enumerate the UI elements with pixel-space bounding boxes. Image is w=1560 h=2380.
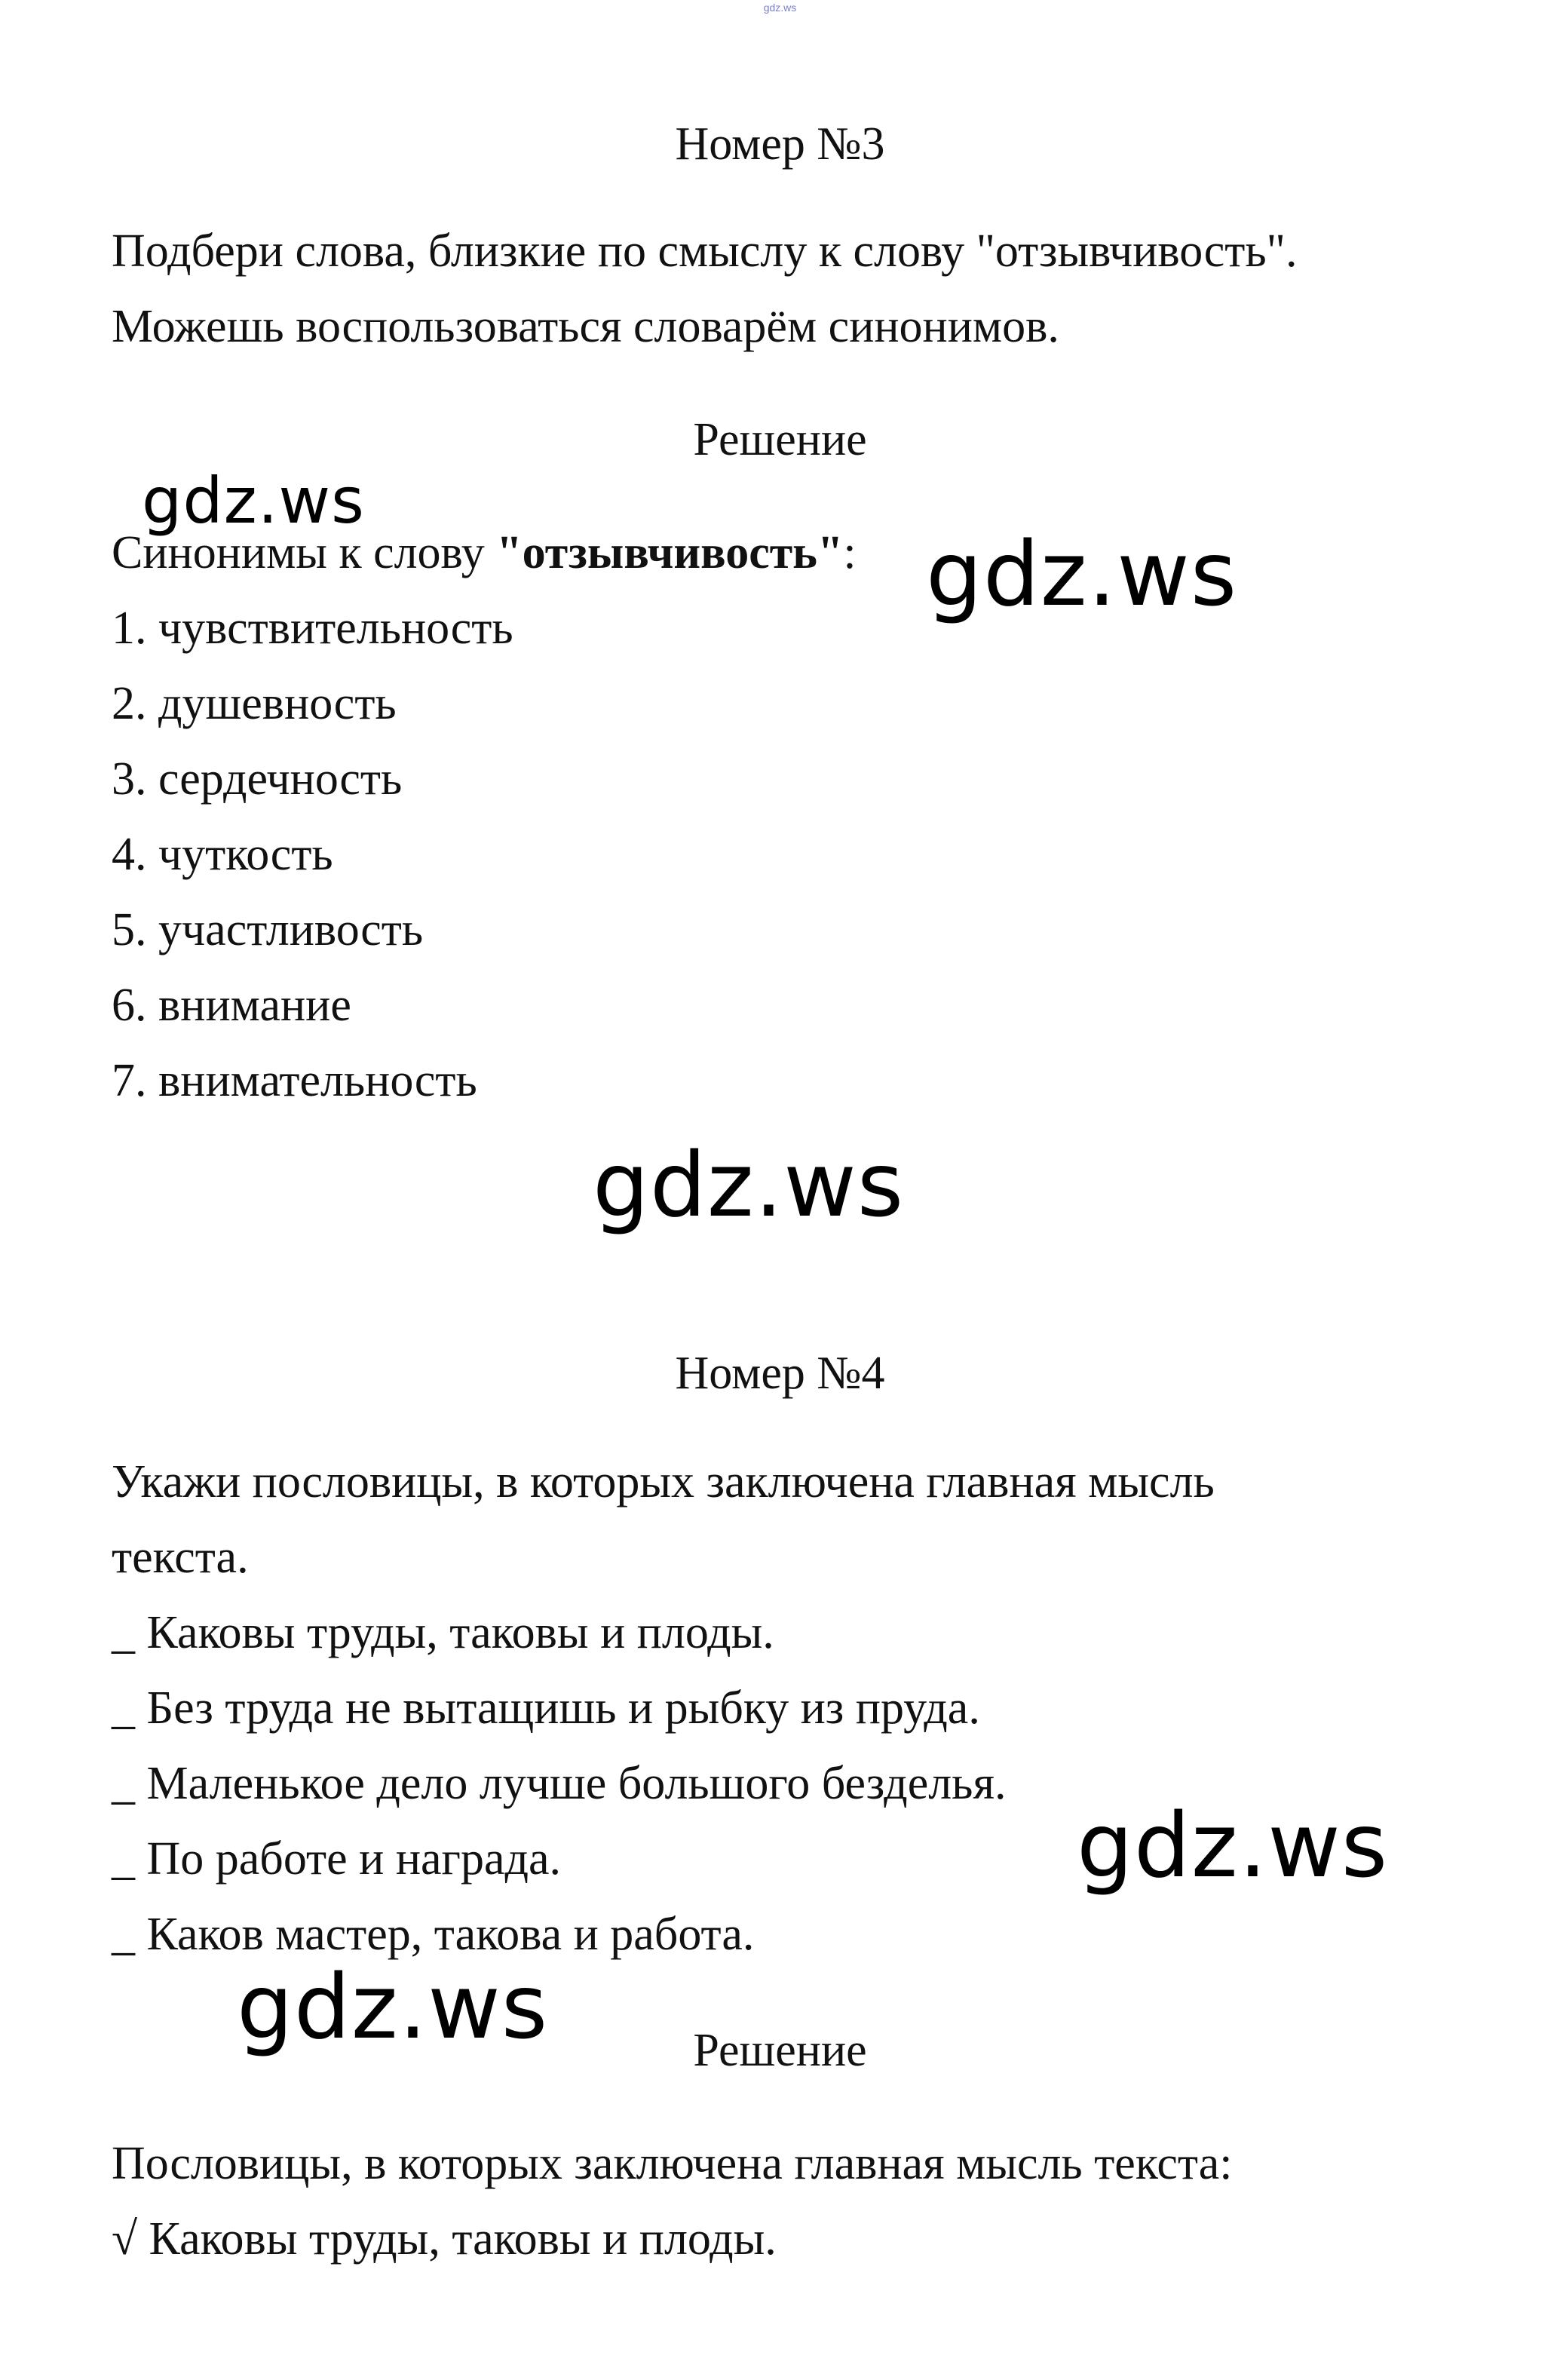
task4-answer: √ Каковы труды, таковы и плоды. (112, 2213, 777, 2265)
proverb-option: _ Без труда не вытащишь и рыбку из пруда. (112, 1682, 980, 1734)
task4-question-line2: текста. (112, 1532, 249, 1583)
task4-title: Номер №4 (675, 1348, 885, 1399)
proverb-option: _ Каковы труды, таковы и плоды. (112, 1607, 774, 1658)
proverb-option: _ Каков мастер, такова и работа. (112, 1909, 755, 1960)
task3-question-line1: Подбери слова, близкие по смыслу к слову "отзывчивость". (112, 225, 1298, 277)
task3-intro-suffix: : (843, 527, 857, 578)
watermark-text: gdz.ws (142, 464, 365, 538)
proverb-option: _ Маленькое дело лучше большого безделья. (112, 1758, 1007, 1809)
list-item: 3. сердечность (112, 753, 403, 805)
watermark-text: gdz.ws (237, 1955, 549, 2059)
list-item: 2. душевность (112, 678, 397, 729)
list-item: 1. чувствительность (112, 603, 513, 654)
watermark-text: gdz.ws (926, 522, 1238, 626)
list-item: 4. чуткость (112, 829, 333, 880)
list-item: 7. внимательность (112, 1055, 477, 1106)
watermark-text: gdz.ws (1077, 1793, 1389, 1897)
task3-intro-word: "отзывчивость" (496, 527, 844, 578)
task3-solution-title: Решение (693, 414, 867, 465)
task3-intro-prefix: Синонимы к слову (112, 527, 497, 578)
task3-title: Номер №3 (675, 118, 885, 170)
task4-solution-title: Решение (693, 2025, 867, 2076)
task4-question-line1: Укажи пословицы, в которых заключена главная мысль (112, 1456, 1215, 1507)
task3-question-line2: Можешь воспользоваться словарём синонимов. (112, 301, 1059, 352)
list-item: 5. участливость (112, 904, 424, 955)
watermark-text: gdz.ws (593, 1133, 905, 1237)
list-item: 6. внимание (112, 980, 351, 1031)
top-watermark: gdz.ws (763, 2, 797, 14)
proverb-option: _ По работе и награда. (112, 1833, 562, 1885)
task4-answer-intro: Пословицы, в которых заключена главная мысль текста: (112, 2138, 1233, 2189)
